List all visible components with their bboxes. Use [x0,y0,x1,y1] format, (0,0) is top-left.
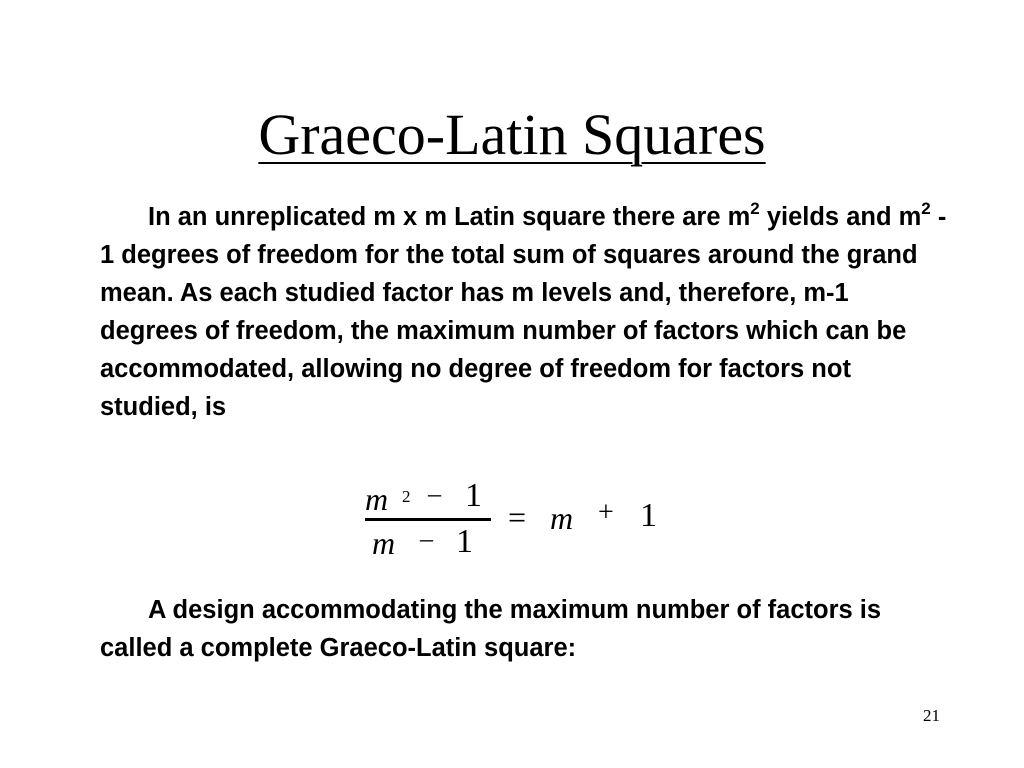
rhs-constant: 1 [640,497,657,534]
numerator-constant: 1 [465,477,482,514]
numerator-exponent: 2 [402,487,411,506]
denominator-variable: m [372,525,396,561]
intro-paragraph [100,198,950,426]
page-number: 21 [923,706,940,725]
rhs-variable: m [550,500,574,536]
slide-title [0,100,1024,170]
equals-sign: = [508,499,527,535]
fraction-bar [365,518,491,521]
plus-sign: + [598,497,614,528]
superscript-2-a: 2 [750,198,760,218]
conclusion-text: A design accommodating the maximum number of factors is called a complete Graeco-Latin square: [100,596,882,662]
denominator-minus: – [420,524,433,553]
intro-text-part-2: yields and m [759,203,922,231]
numerator-variable: m [365,481,389,517]
slide-title-text: Graeco-Latin Squares [258,102,766,167]
formula [360,477,670,567]
superscript-2-b: 2 [921,198,931,218]
numerator-minus: – [428,479,441,508]
denominator-constant: 1 [456,523,473,560]
intro-text-part-3: - 1 degrees of freedom for the total sum of squares around the grand mean. As each studied factor has m levels and, therefore, m-1 degrees of freedom, the maximum number of factors which can be accommodated, allowing no degree of freedom for factors not studied, is [100,203,947,421]
conclusion-paragraph [100,591,950,667]
intro-text-part-1: In an unreplicated m x m Latin square there are m [148,203,751,231]
